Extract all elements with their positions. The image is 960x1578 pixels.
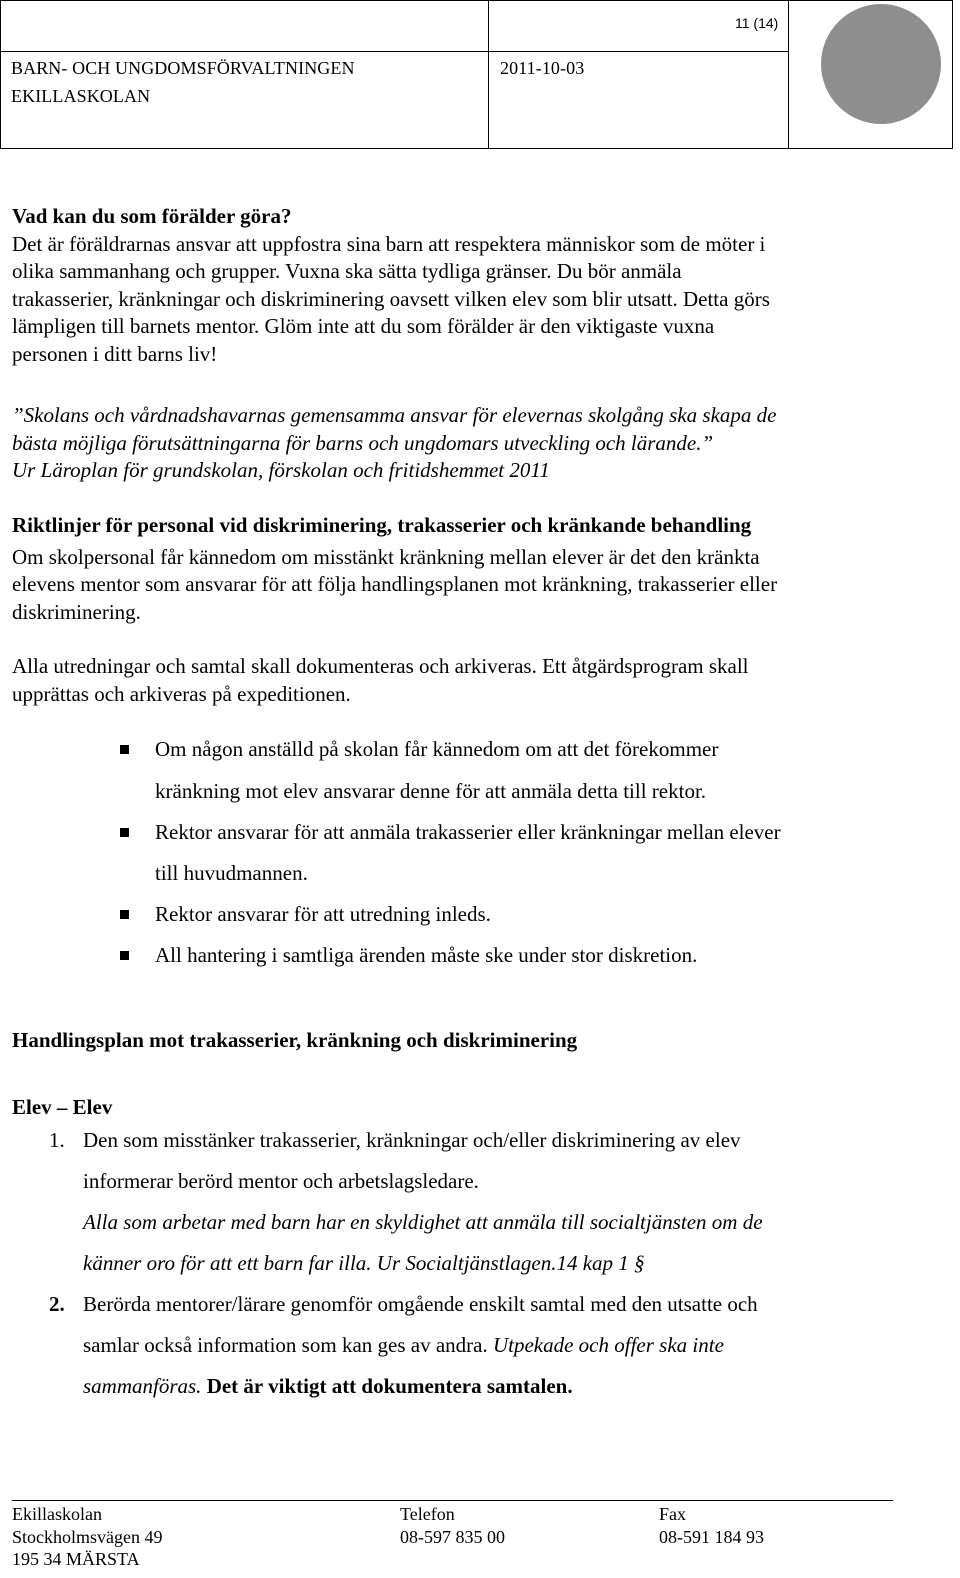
item-line: Den som misstänker trakasserier, kränkningar och/eller diskriminering av elev bbox=[83, 1128, 741, 1152]
paragraph-line: upprättas och arkiveras på expeditionen. bbox=[12, 681, 351, 706]
school-name: EKILLASKOLAN bbox=[11, 86, 151, 106]
item-note-line: känner oro för att ett barn far illa. Ur Socialtjänstlagen.14 kap 1 § bbox=[83, 1251, 645, 1275]
bullet-square-icon bbox=[120, 910, 129, 919]
header-border-bottom bbox=[0, 148, 953, 149]
header-divider-1 bbox=[488, 0, 489, 149]
paragraph-line: olika sammanhang och grupper. Vuxna ska sätta tydliga gränser. Du bör anmäla bbox=[12, 259, 682, 284]
paragraph-line: Om skolpersonal får kännedom om misstänkt kränkning mellan elever är det den kränkta bbox=[12, 544, 760, 569]
footer-fax-label: Fax bbox=[659, 1504, 686, 1524]
paragraph-line: lämpligen till barnets mentor. Glöm inte att du som förälder är den viktigaste vuxna bbox=[12, 314, 715, 339]
quote-line: bästa möjliga förutsättningarna för barns och ungdomars utveckling och lärande.” bbox=[12, 430, 714, 455]
paragraph-line: Alla utredningar och samtal skall dokumenteras och arkiveras. Ett åtgärdsprogram skall bbox=[12, 654, 749, 679]
bullet-square-icon bbox=[120, 745, 129, 754]
header-border-left bbox=[0, 0, 1, 149]
item-line: samlar också information som kan ges av andra. Utpekade och offer ska inte bbox=[83, 1333, 724, 1357]
footer-phone-label: Telefon bbox=[400, 1504, 455, 1524]
item-note-line: Alla som arbetar med barn har en skyldighet att anmäla till socialtjänsten om de bbox=[83, 1210, 763, 1234]
header-border-top bbox=[0, 0, 953, 1]
quote-source: Ur Läroplan för grundskolan, förskolan och fritidshemmet 2011 bbox=[12, 458, 550, 483]
paragraph-line: Det är föräldrarnas ansvar att uppfostra sina barn att respektera människor som de möter i bbox=[12, 231, 766, 256]
footer-school: Ekillaskolan bbox=[12, 1504, 102, 1524]
org-name: BARN- OCH UNGDOMSFÖRVALTNINGEN bbox=[11, 58, 355, 78]
footer-fax: 08-591 184 93 bbox=[659, 1527, 764, 1547]
logo bbox=[821, 4, 941, 124]
paragraph-line: elevens mentor som ansvarar för att följa handlingsplanen mot kränkning, trakasserier eller bbox=[12, 572, 778, 597]
curriculum-quote bbox=[12, 402, 942, 485]
quote-line: ”Skolans och vårdnadshavarnas gemensamma ansvar för elevernas skolgång ska skapa de bbox=[12, 403, 777, 427]
footer-street: Stockholmsvägen 49 bbox=[12, 1527, 163, 1547]
item-number: 1. bbox=[49, 1128, 65, 1152]
bullet-square-icon bbox=[120, 951, 129, 960]
footer-rule bbox=[12, 1500, 893, 1501]
section-heading: Riktlinjer för personal vid diskriminering, trakasserier och kränkande behandling bbox=[12, 513, 752, 537]
footer-postal: 195 34 MÄRSTA bbox=[12, 1549, 140, 1569]
section-parents bbox=[12, 203, 942, 369]
subsection-heading: Elev – Elev bbox=[12, 1095, 113, 1119]
document-date: 2011-10-03 bbox=[500, 58, 585, 78]
footer-phone: 08-597 835 00 bbox=[400, 1527, 505, 1547]
section-heading: Vad kan du som förälder göra? bbox=[12, 204, 292, 228]
paragraph-line: personen i ditt barns liv! bbox=[12, 341, 218, 366]
section-staff-guidelines bbox=[12, 512, 942, 709]
paragraph-line: diskriminering. bbox=[12, 599, 141, 624]
page-number: 11 (14) bbox=[735, 15, 779, 31]
item-line: sammanföras. Det är viktigt att dokumentera samtalen. bbox=[83, 1374, 573, 1398]
item-line: Berörda mentorer/lärare genomför omgående enskilt samtal med den utsatte och bbox=[83, 1292, 758, 1316]
section-heading: Handlingsplan mot trakasserier, kränkning och diskriminering bbox=[12, 1028, 578, 1052]
item-line: informerar berörd mentor och arbetslagsledare. bbox=[83, 1169, 479, 1193]
item-number: 2. bbox=[49, 1292, 65, 1316]
paragraph-line: trakasserier, kränkningar och diskriminering oavsett vilken elev som blir utsatt. Detta görs bbox=[12, 286, 770, 311]
header-divider-row bbox=[0, 51, 789, 52]
header-border-right bbox=[952, 0, 953, 149]
header-divider-2 bbox=[788, 0, 789, 149]
bullet-square-icon bbox=[120, 828, 129, 837]
